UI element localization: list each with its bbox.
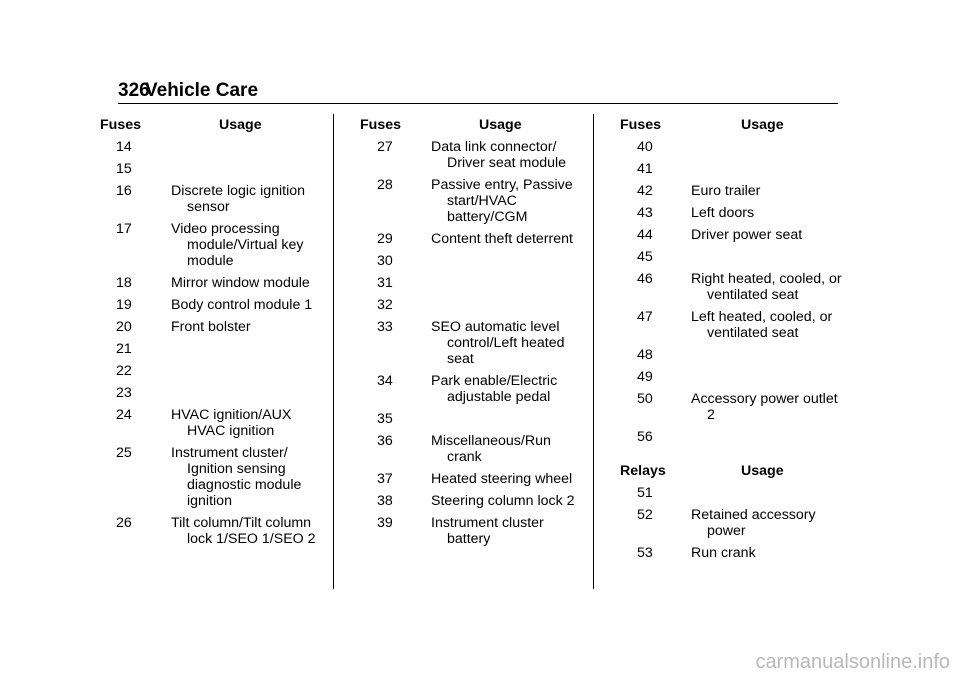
table-row [100,515,325,547]
fuse-usage: Run crank [691,545,756,561]
fuse-number: 16 [116,183,132,199]
table-row [360,139,585,171]
fuse-number: 50 [637,391,653,407]
table-row [360,275,585,291]
table-row [620,227,845,243]
table-row [620,271,845,303]
column-header-usage: Usage [219,117,262,133]
fuse-number: 45 [637,249,653,265]
fuse-number: 48 [637,347,653,363]
fuse-usage: SEO automatic level control/Left heated seat [431,319,565,367]
fuse-number: 42 [637,183,653,199]
fuse-number: 25 [116,445,132,461]
section-title: Vehicle Care [145,80,259,101]
table-row [620,309,845,341]
table-row [620,429,845,445]
fuse-number: 24 [116,407,132,423]
fuse-usage: Content theft deterrent [431,231,573,247]
fuse-number: 29 [377,231,393,247]
fuse-usage: Instrument cluster/ Ignition sensing diagnostic module ignition [171,445,302,509]
fuse-number: 40 [637,139,653,155]
table-row [100,275,325,291]
table-row [620,391,845,423]
fuse-number: 15 [116,161,132,177]
column-header-usage: Usage [479,117,522,133]
fuse-usage: Instrument cluster battery [431,515,544,547]
fuse-number: 28 [377,177,393,193]
fuse-usage: Tilt column/Tilt column lock 1/SEO 1/SEO 2 [171,515,316,547]
table-row [360,411,585,427]
fuse-number: 21 [116,341,132,357]
fuse-number: 14 [116,139,132,155]
fuse-number: 47 [637,309,653,325]
table-row [620,249,845,265]
fuse-number: 43 [637,205,653,221]
fuse-usage: Right heated, cooled, or ventilated seat [691,271,842,303]
fuse-column-2 [360,117,585,553]
column-header-number: Fuses [100,117,142,133]
table-row [360,515,585,547]
table-row [100,363,325,379]
table-row [620,161,845,177]
fuse-usage: Retained accessory power [691,507,816,539]
table-row [620,183,845,199]
table-row [100,221,325,269]
fuse-number: 52 [637,507,653,523]
table-row [620,545,845,561]
table-row [360,177,585,225]
table-row [620,485,845,501]
fuse-usage: Data link connector/ Driver seat module [431,139,567,171]
fuse-number: 39 [377,515,393,531]
column-header-usage: Usage [741,463,784,479]
fuse-usage: HVAC ignition/AUX HVAC ignition [171,407,292,439]
table-row [100,319,325,335]
table-row [100,183,325,215]
table-row [360,253,585,269]
fuse-usage: Body control module 1 [171,297,313,313]
table-row [100,407,325,439]
fuse-usage: Park enable/Electric adjustable pedal [431,373,558,405]
fuse-number: 23 [116,385,132,401]
table-row [360,493,585,509]
fuse-usage: Mirror window module [171,275,310,291]
fuse-column-3 [620,117,845,567]
page-number: 326 [118,80,150,101]
fuse-number: 33 [377,319,393,335]
fuse-usage: Left heated, cooled, or ventilated seat [691,309,833,341]
fuse-number: 46 [637,271,653,287]
table-header [620,117,845,133]
header-rule [118,103,838,104]
table-row [100,161,325,177]
table-row [360,373,585,405]
fuse-number: 37 [377,471,393,487]
table-row [360,433,585,465]
fuse-column-1 [100,117,325,553]
column-header-number: Fuses [360,117,402,133]
column-divider [333,114,334,589]
fuse-number: 20 [116,319,132,335]
fuse-usage: Passive entry, Passive start/HVAC battery/CGM [431,177,573,225]
table-header [360,117,585,133]
fuse-usage: Euro trailer [691,183,761,199]
table-row [620,347,845,363]
fuse-usage: Steering column lock 2 [431,493,575,509]
fuse-usage: Front bolster [171,319,251,335]
fuse-usage: Left doors [691,205,755,221]
fuse-number: 36 [377,433,393,449]
fuse-number: 44 [637,227,653,243]
fuse-usage: Miscellaneous/Run crank [431,433,551,465]
column-header-usage: Usage [741,117,784,133]
table-row [100,385,325,401]
fuse-number: 19 [116,297,132,313]
fuse-usage: Heated steering wheel [431,471,573,487]
fuse-number: 30 [377,253,393,269]
table-row [360,231,585,247]
table-row [100,445,325,509]
fuse-number: 53 [637,545,653,561]
fuse-number: 35 [377,411,393,427]
fuse-number: 32 [377,297,393,313]
fuse-usage: Discrete logic ignition sensor [171,183,306,215]
table-header [100,117,325,133]
fuse-number: 51 [637,485,653,501]
fuse-number: 22 [116,363,132,379]
column-header-number: Fuses [620,117,662,133]
table-row [620,369,845,385]
fuse-number: 17 [116,221,132,237]
fuse-number: 38 [377,493,393,509]
fuse-number: 34 [377,373,393,389]
table-row [100,139,325,155]
table-row [360,297,585,313]
fuse-number: 31 [377,275,393,291]
fuse-usage: Driver power seat [691,227,803,243]
fuse-number: 49 [637,369,653,385]
fuse-number: 18 [116,275,132,291]
table-row [620,139,845,155]
table-row [620,507,845,539]
fuse-number: 27 [377,139,393,155]
table-row [360,319,585,367]
watermark: carmanualsonline.info [755,651,950,673]
fuse-usage: Accessory power outlet 2 [691,391,838,423]
column-header-number: Relays [620,463,666,479]
fuse-number: 56 [637,429,653,445]
fuse-number: 41 [637,161,653,177]
table-header [620,463,845,479]
table-row [100,297,325,313]
table-row [100,341,325,357]
table-row [360,471,585,487]
column-divider [593,114,594,589]
table-row [620,205,845,221]
fuse-usage: Video processing module/Virtual key module [171,221,304,269]
fuse-number: 26 [116,515,132,531]
